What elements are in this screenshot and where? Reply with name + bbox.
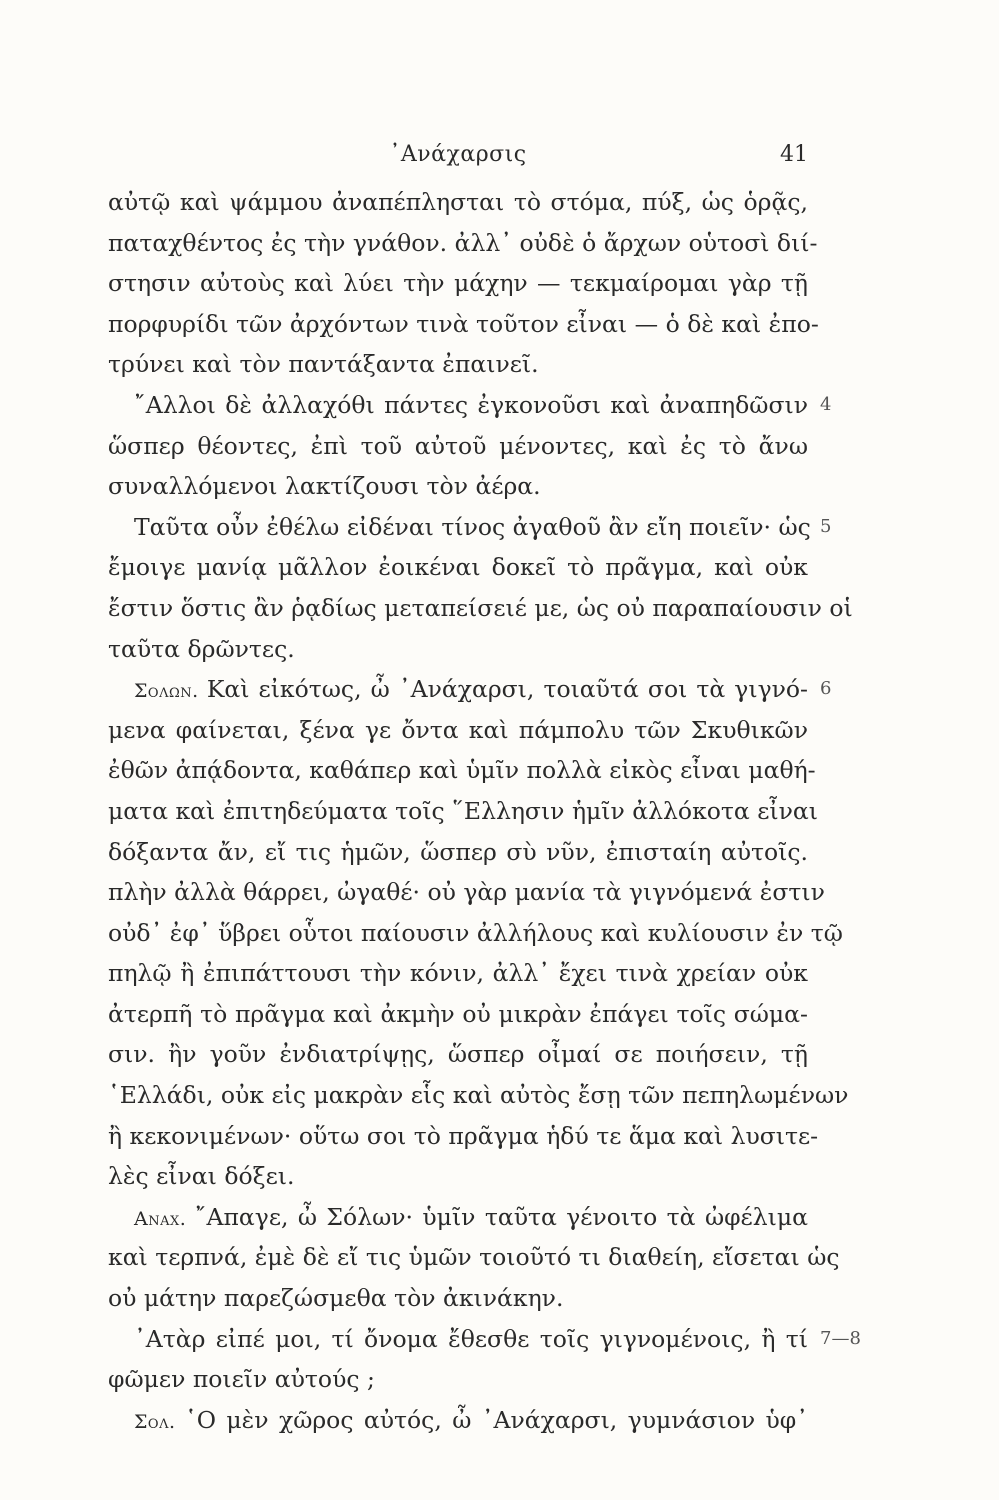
line-text: ῎Απαγε, ὦ Σόλων· ὑμῖν ταῦτα γένοιτο τὰ ὠφέλιμα [194, 1202, 808, 1231]
line-text: Καὶ εἰκότως, ὦ ᾿Ανάχαρσι, τοιαῦτά σοι τὰ γιγνό- [206, 675, 808, 704]
line-text: ᾿Ατὰρ εἰπέ μοι, τί ὄνομα ἔθεσθε τοῖς γιγνομένοις, ἢ τί [134, 1324, 808, 1353]
text-line [108, 629, 808, 670]
text-line [108, 994, 808, 1035]
text-line [108, 385, 832, 426]
line-text: παταχθέντος ἐς τὴν γνάθον. ἀλλ᾿ οὐδὲ ὁ ἄρχων οὑτοσὶ διί- [108, 228, 818, 257]
margin-section-number: 7—8 [820, 1327, 861, 1349]
line-text: ῎Αλλοι δὲ ἀλλαχόθι πάντες ἐγκονοῦσι καὶ ἀναπηδῶσιν [134, 390, 808, 419]
margin-section-number: 4 [820, 393, 832, 415]
text-line [108, 791, 819, 832]
line-text: τρύνει καὶ τὸν παντάξαντα ἐπαινεῖ. [108, 350, 539, 379]
text-line [108, 1237, 840, 1278]
text-line [108, 182, 808, 223]
line-text: ἔμοιγε μανίᾳ μᾶλλον ἐοικέναι δοκεῖ τὸ πρᾶγμα, καὶ οὐκ [108, 553, 808, 582]
text-line [108, 1400, 808, 1441]
line-text: καὶ τερπνά, ἐμὲ δὲ εἴ τις ὑμῶν τοιοῦτό τι διαθείη, εἴσεται ὡς [108, 1243, 840, 1272]
text-line [108, 1278, 808, 1319]
text-line [108, 913, 843, 954]
margin-section-number: 6 [820, 678, 832, 700]
text-line [108, 832, 808, 873]
line-text: δόξαντα ἄν, εἴ τις ἡμῶν, ὥσπερ σὺ νῦν, ἐπισταίη αὐτοῖς. [108, 837, 808, 866]
line-text: αὐτῷ καὶ ψάμμου ἀναπέπλησται τὸ στόμα, πύξ, ὡς ὁρᾷς, [108, 188, 808, 216]
text-line [108, 426, 808, 467]
line-text: φῶμεν ποιεῖν αὐτούς ; [108, 1365, 375, 1394]
text-line [108, 1359, 808, 1400]
line-text: ἐθῶν ἀπᾴδοντα, καθάπερ καὶ ὑμῖν πολλὰ εἰκὸς εἶναι μαθή- [108, 756, 816, 785]
line-text: Ταῦτα οὖν ἐθέλω εἰδέναι τίνος ἀγαθοῦ ἂν εἴη ποιεῖν· ὡς [134, 512, 811, 541]
line-text: ἢ κεκονιμένων· οὕτω σοι τὸ πρᾶγμα ἡδύ τε ἅμα καὶ λυσιτε- [108, 1121, 819, 1150]
text-line [108, 1116, 819, 1157]
line-text: ῾Ο μὲν χῶρος αὐτός, ὦ ᾿Ανάχαρσι, γυμνάσιον ὑφ᾿ [184, 1405, 808, 1434]
text-line [108, 588, 853, 629]
line-text: οὐ μάτην παρεζώσμεθα τὸν ἀκινάκην. [108, 1284, 564, 1313]
page-header [108, 142, 808, 182]
line-text: ἀτερπῆ τὸ πρᾶγμα καὶ ἀκμὴν οὐ μικρὰν ἐπάγει τοῖς σώμα- [108, 999, 808, 1028]
line-text: πορφυρίδι τῶν ἀρχόντων τινὰ τοῦτον εἶναι — ὁ δὲ καὶ ἐπο- [108, 309, 819, 338]
line-text: λὲς εἶναι δόξει. [108, 1162, 295, 1191]
text-line [108, 344, 808, 385]
text-line [108, 1034, 808, 1075]
text-line [108, 507, 832, 548]
text-line [108, 872, 825, 913]
line-text: ματα καὶ ἐπιτηδεύματα τοῖς ῞Ελλησιν ἡμῖν ἀλλόκοτα εἶναι [108, 796, 819, 825]
text-line [108, 1156, 808, 1197]
text-line [108, 304, 819, 345]
text-line [108, 263, 808, 304]
text-line [108, 669, 832, 710]
text-line [108, 710, 808, 751]
line-text: ὥσπερ θέοντες, ἐπὶ τοῦ αὐτοῦ μένοντες, καὶ ἐς τὸ ἄνω [108, 431, 808, 460]
margin-section-number: 5 [820, 515, 832, 537]
line-text: στησιν αὐτοὺς καὶ λύει τὴν μάχην — τεκμαίρομαι γὰρ τῇ [108, 269, 808, 298]
text-block [108, 182, 861, 1440]
line-text: μενα φαίνεται, ξένα γε ὄντα καὶ πάμπολυ τῶν Σκυθικῶν [108, 715, 808, 744]
speaker-label: Σολων. [134, 680, 207, 703]
page-number: 41 [780, 142, 808, 167]
text-line [108, 1197, 808, 1238]
running-title: ᾿Ανάχαρσις [389, 142, 527, 167]
text-line [108, 750, 816, 791]
speaker-label: Σολ. [134, 1410, 185, 1433]
text-line [108, 223, 818, 264]
line-text: ταῦτα δρῶντες. [108, 634, 295, 663]
line-text: οὐδ᾿ ἐφ᾿ ὕβρει οὗτοι παίουσιν ἀλλήλους καὶ κυλίουσιν ἐν τῷ [108, 918, 843, 947]
text-line [108, 1075, 849, 1116]
line-text: πλὴν ἀλλὰ θάρρει, ὠγαθέ· οὐ γὰρ μανία τὰ γιγνόμενά ἐστιν [108, 878, 825, 907]
text-line [108, 547, 808, 588]
text-line [108, 466, 808, 507]
text-line [108, 1319, 861, 1360]
line-text: πηλῷ ἢ ἐπιπάττουσι τὴν κόνιν, ἀλλ᾿ ἔχει τινὰ χρείαν οὐκ [108, 959, 808, 988]
text-line [108, 953, 808, 994]
line-text: συναλλόμενοι λακτίζουσι τὸν ἀέρα. [108, 472, 541, 501]
speaker-label: Αναχ. [134, 1207, 195, 1230]
line-text: σιν. ἢν γοῦν ἐνδιατρίψῃς, ὥσπερ οἶμαί σε ποιήσειν, τῇ [108, 1040, 808, 1069]
line-text: ῾Ελλάδι, οὐκ εἰς μακρὰν εἷς καὶ αὐτὸς ἔσῃ τῶν πεπηλωμένων [108, 1081, 849, 1110]
line-text: ἔστιν ὅστις ἂν ῥᾳδίως μεταπείσειέ με, ὡς οὐ παραπαίουσιν οἱ [108, 593, 853, 622]
